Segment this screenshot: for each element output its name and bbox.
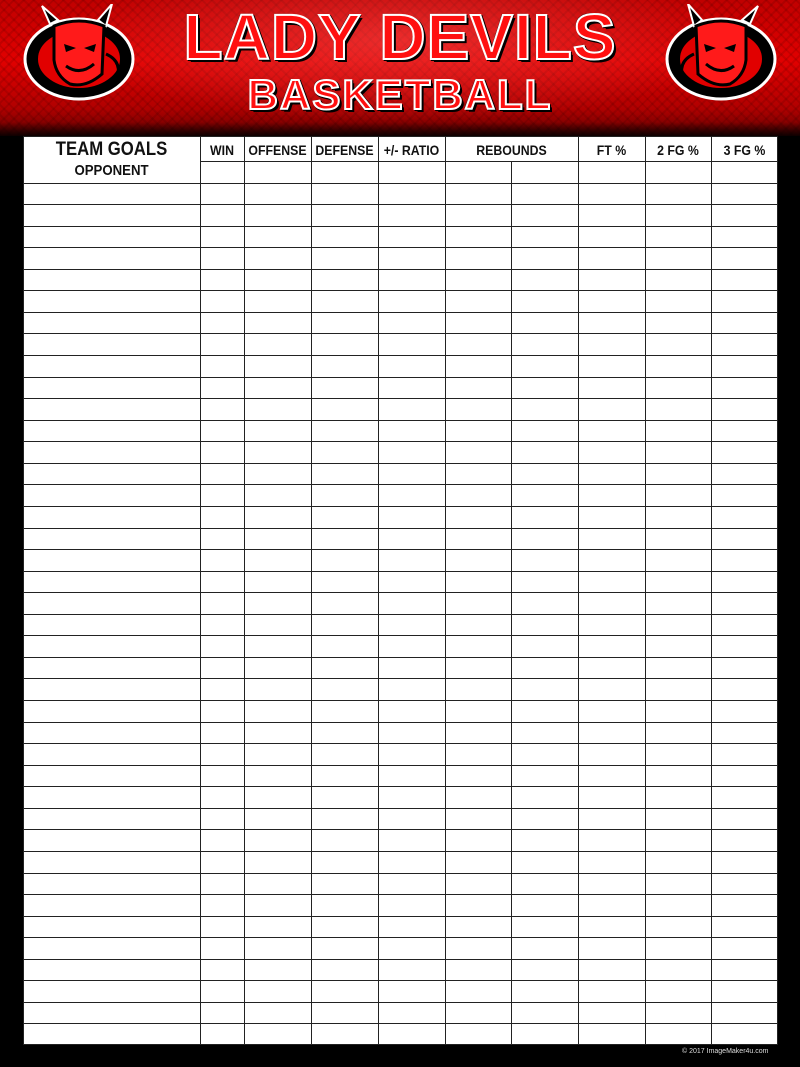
header-3fg-pct: 3 FG % [723, 142, 766, 158]
header-offense: OFFENSE [248, 142, 307, 158]
header-rebounds: REBOUNDS [476, 142, 547, 158]
table-grid [23, 136, 778, 1045]
header-win: WIN [210, 142, 234, 158]
header-team-goals: TEAM GOALS [55, 139, 168, 160]
header-banner [0, 0, 800, 136]
header-opponent: OPPONENT [74, 162, 149, 179]
header-defense: DEFENSE [315, 142, 374, 158]
devil-mascot-icon [662, 4, 780, 108]
header-ratio: +/- RATIO [383, 142, 440, 158]
header-ft-pct: FT % [596, 142, 627, 158]
banner-title: LADY DEVILS [183, 1, 617, 73]
banner-subtitle: BASKETBALL [247, 71, 553, 118]
goals-sheet [23, 136, 778, 1045]
table-border [24, 137, 778, 1045]
header-2fg-pct: 2 FG % [657, 142, 699, 158]
copyright-notice: © 2017 ImageMaker4u.com [682, 1048, 769, 1055]
